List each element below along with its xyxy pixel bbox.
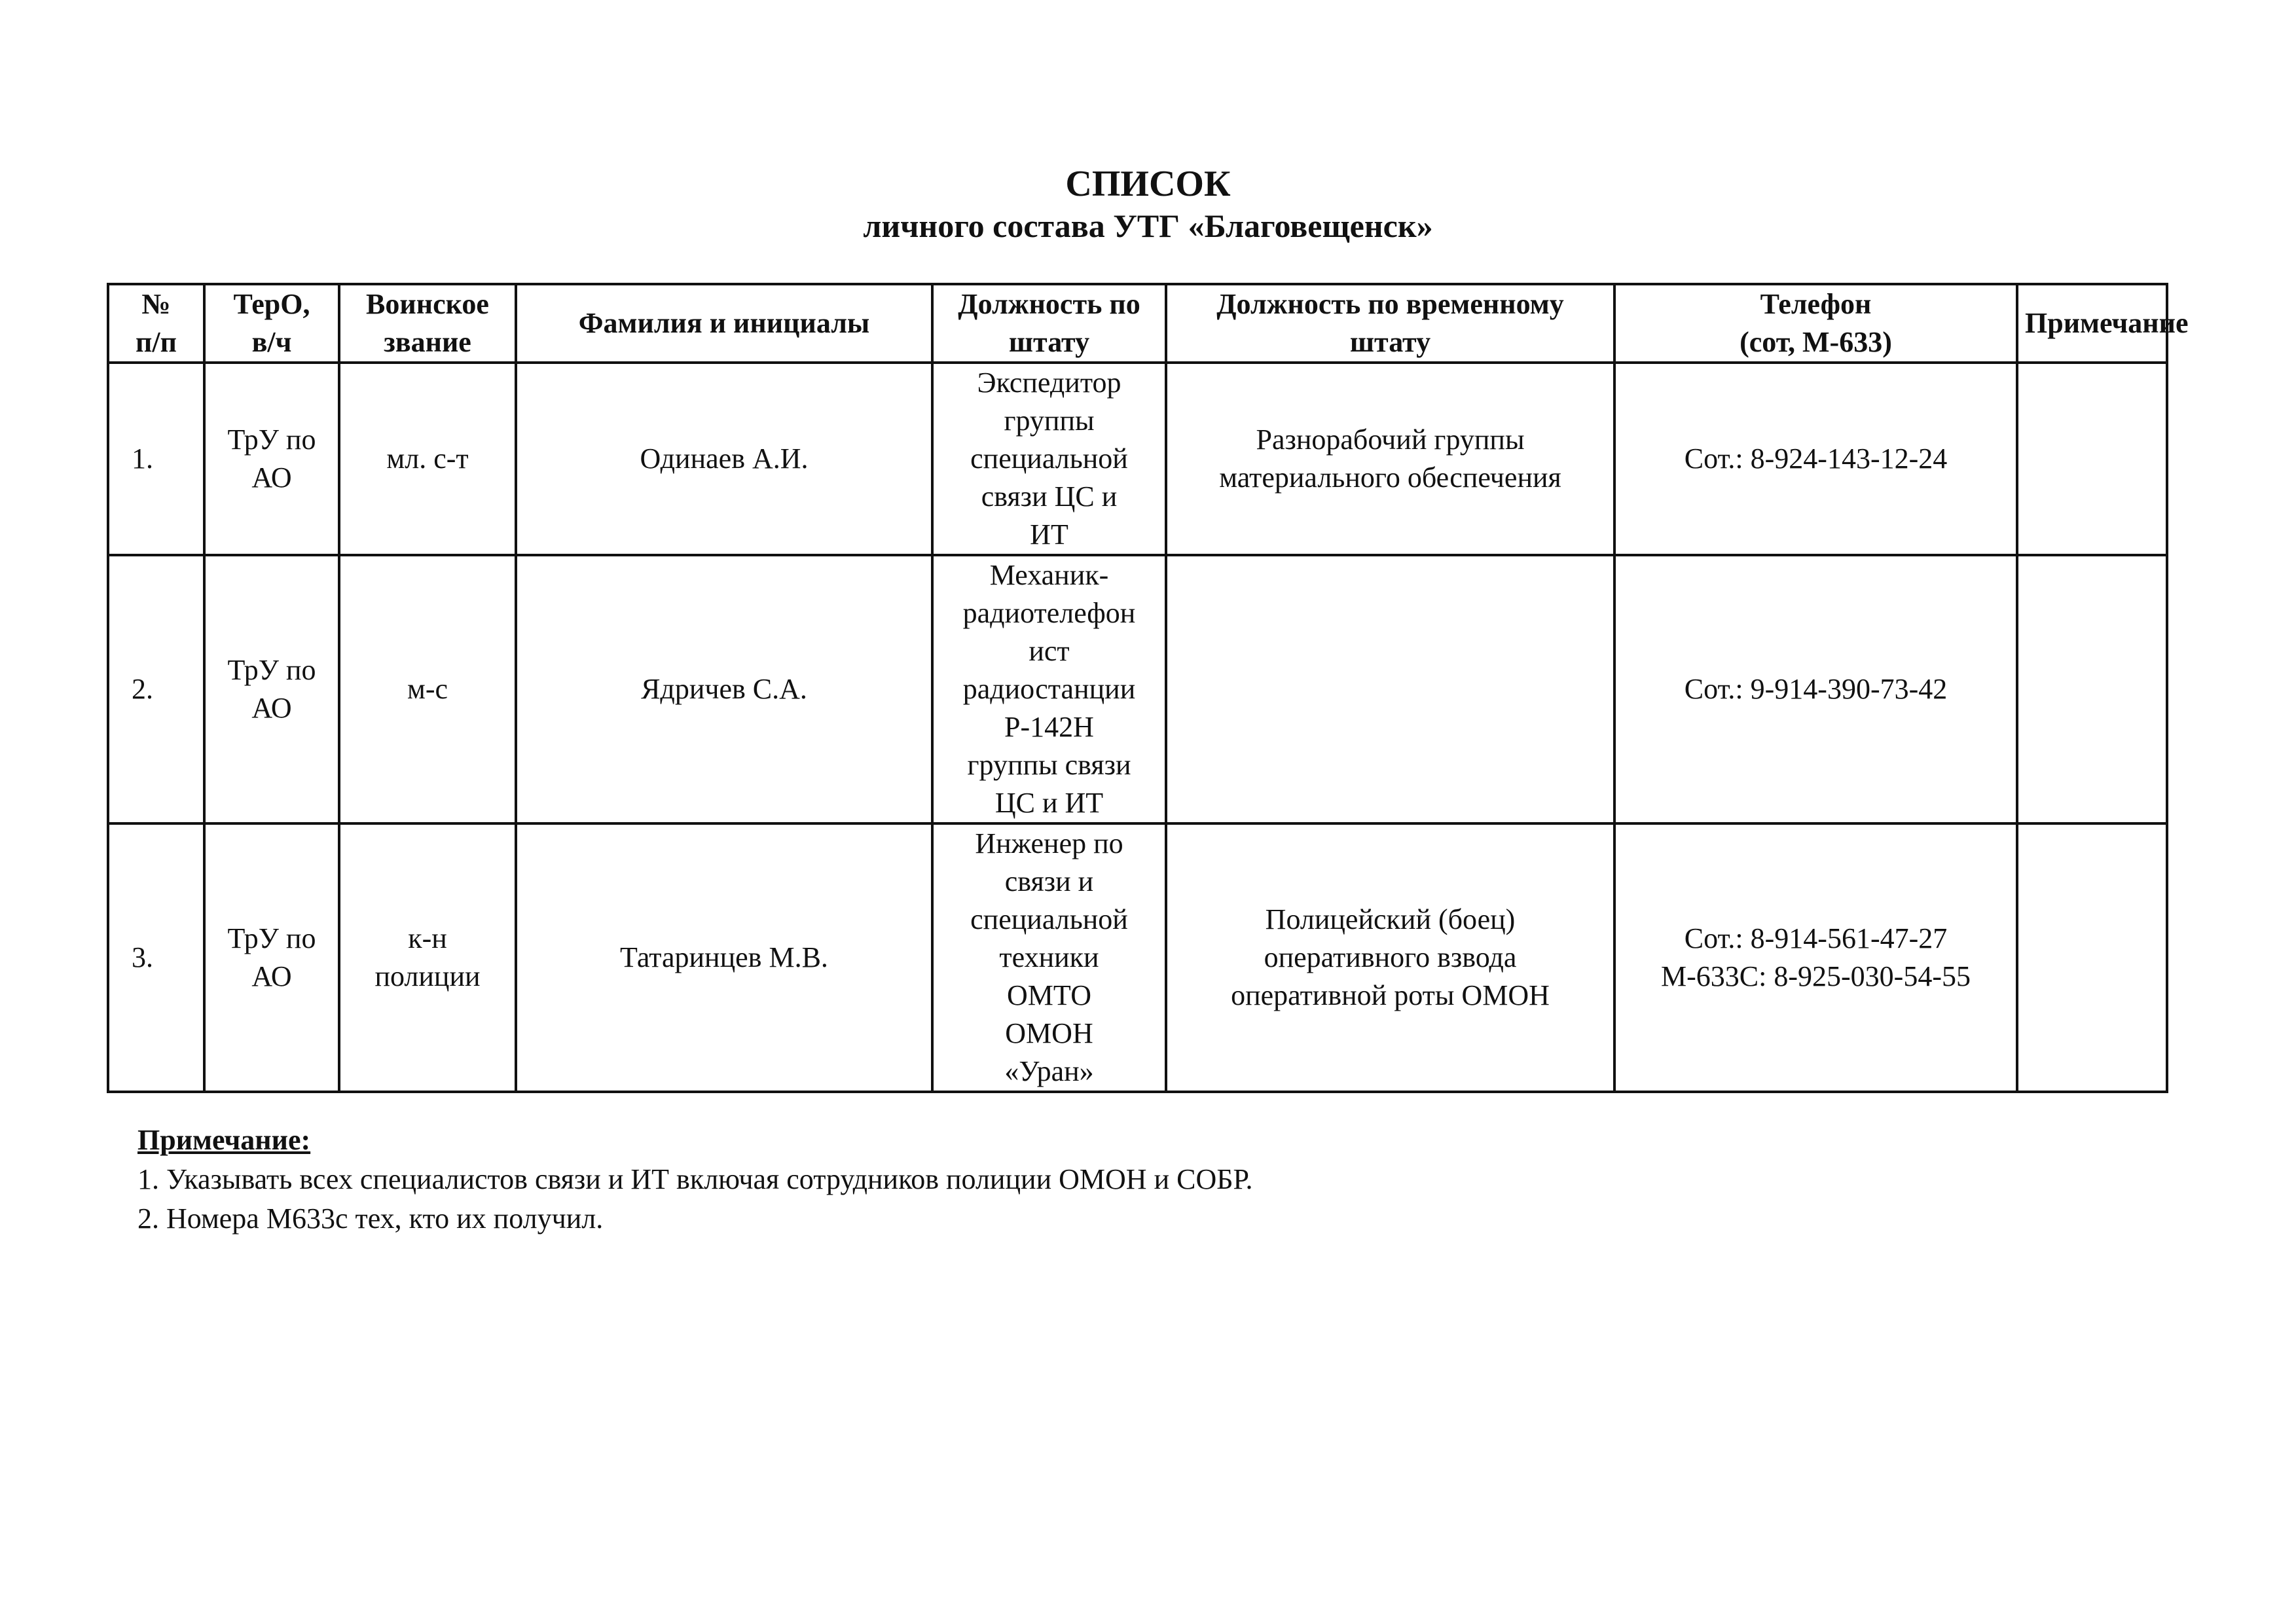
cell-num: 3. [108,823,204,1092]
document-subtitle: личного состава УТГ «Благовещенск» [863,208,1433,244]
cell-name: Ядричев С.А. [516,555,932,823]
header-temp-position: Должность по временному штату [1166,284,1614,363]
cell-rank: м-с [339,555,516,823]
personnel-table [107,283,2189,1093]
table-row [108,363,2167,555]
cell-temp-position: Разнорабочий группы материального обеспечения [1166,363,1614,555]
cell-name: Татаринцев М.В. [516,823,932,1092]
document-title: СПИСОК [1065,164,1231,204]
notes-item: 1. Указывать всех специалистов связи и ИТ включая сотрудников полиции ОМОН и СОБР. [137,1163,1253,1195]
cell-tero: ТрУ по АО [204,555,339,823]
header-rank: Воинское звание [339,284,516,363]
table-header-row [108,284,2167,363]
table-row [108,823,2167,1092]
notes-item: 2. Номера М633с тех, кто их получил. [137,1202,604,1235]
cell-num: 1. [108,363,204,555]
notes-title: Примечание: [137,1124,311,1156]
document-header [0,156,2296,246]
cell-temp-position [1166,555,1614,823]
cell-note [2017,555,2167,823]
cell-phone: Сот.: 8-914-561-47-27 М-633С: 8-925-030-54-55 [1614,823,2017,1092]
cell-num: 2. [108,555,204,823]
header-phone: Телефон (сот, М-633) [1614,284,2017,363]
cell-position: Механик- радиотелефон ист радиостанции Р-142Н группы связи ЦС и ИТ [932,555,1166,823]
cell-position: Экспедитор группы специальной связи ЦС и ИТ [932,363,1166,555]
cell-note [2017,823,2167,1092]
table-row [108,555,2167,823]
cell-rank: к-н полиции [339,823,516,1092]
cell-tero: ТрУ по АО [204,823,339,1092]
cell-rank: мл. с-т [339,363,516,555]
header-num: № п/п [108,284,204,363]
header-note: Примечание [2017,284,2167,363]
cell-tero: ТрУ по АО [204,363,339,555]
cell-phone: Сот.: 9-914-390-73-42 [1614,555,2017,823]
cell-position: Инженер по связи и специальной техники ОМТО ОМОН «Уран» [932,823,1166,1092]
cell-note [2017,363,2167,555]
header-position: Должность по штату [932,284,1166,363]
cell-temp-position: Полицейский (боец) оперативного взвода оперативной роты ОМОН [1166,823,1614,1092]
cell-name: Одинаев А.И. [516,363,932,555]
notes-section [137,1121,2102,1238]
header-name: Фамилия и инициалы [516,284,932,363]
cell-phone: Сот.: 8-924-143-12-24 [1614,363,2017,555]
header-tero: ТерО, в/ч [204,284,339,363]
